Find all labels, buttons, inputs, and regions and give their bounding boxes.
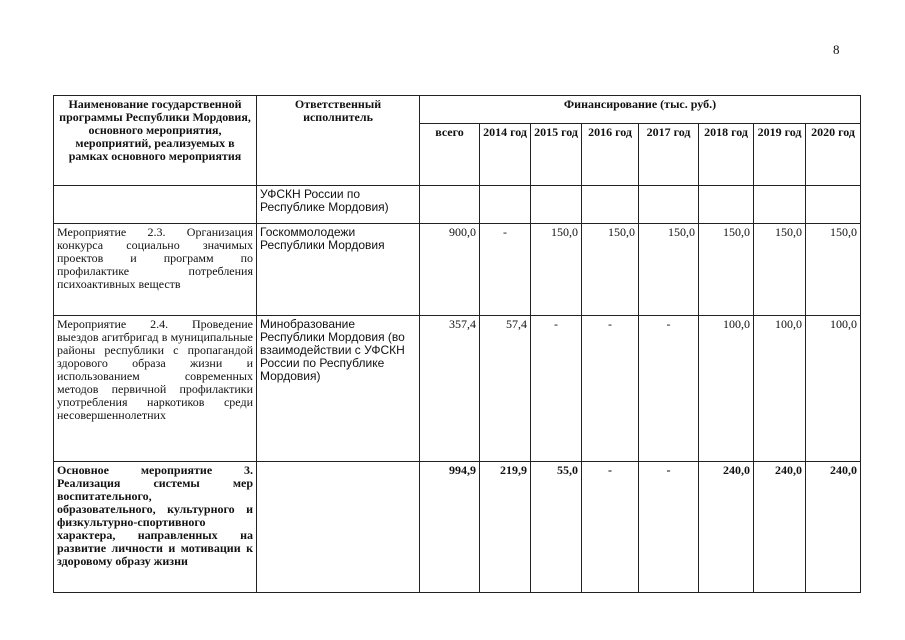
row-value: 150,0 xyxy=(754,224,806,316)
row-value: 240,0 xyxy=(754,462,806,593)
row-total: 900,0 xyxy=(420,224,480,316)
row-value: - xyxy=(639,316,699,462)
row-value xyxy=(806,186,861,224)
header-financing: Финансирование (тыс. руб.) xyxy=(420,96,861,124)
row-name xyxy=(54,186,257,224)
row-value xyxy=(582,186,639,224)
row-value xyxy=(531,186,582,224)
row-value: 100,0 xyxy=(754,316,806,462)
header-year: 2016 год xyxy=(582,124,639,186)
header-year: 2017 год xyxy=(639,124,699,186)
row-value: - xyxy=(582,462,639,593)
row-name: Основное мероприятие 3. Реализация системы мер воспитательного, образовательного, культурного и физкультурно-спортивного характера, направленных на развитие личности и мотивации к здоровому образу жизни xyxy=(54,462,257,593)
table-row xyxy=(54,224,861,316)
row-value: 100,0 xyxy=(806,316,861,462)
row-value: 57,4 xyxy=(480,316,531,462)
row-value xyxy=(754,186,806,224)
row-value: 240,0 xyxy=(806,462,861,593)
financing-table xyxy=(53,95,861,593)
row-value xyxy=(639,186,699,224)
header-year: 2020 год xyxy=(806,124,861,186)
row-value xyxy=(699,186,754,224)
row-executor: УФСКН России по Республике Мордовия) xyxy=(257,186,420,224)
row-value: - xyxy=(480,224,531,316)
row-value: 55,0 xyxy=(531,462,582,593)
row-executor: Госкоммолодежи Республики Мордовия xyxy=(257,224,420,316)
row-value: 150,0 xyxy=(699,224,754,316)
header-year: 2019 год xyxy=(754,124,806,186)
header-executor: Ответственный исполнитель xyxy=(257,96,420,186)
row-total: 994,9 xyxy=(420,462,480,593)
table-row xyxy=(54,462,861,593)
row-value: 240,0 xyxy=(699,462,754,593)
row-total: 357,4 xyxy=(420,316,480,462)
row-value: 100,0 xyxy=(699,316,754,462)
row-value: - xyxy=(531,316,582,462)
row-executor xyxy=(257,462,420,593)
row-value: 150,0 xyxy=(806,224,861,316)
row-value: 150,0 xyxy=(639,224,699,316)
row-value xyxy=(480,186,531,224)
page-number: 8 xyxy=(833,42,840,57)
header-total: всего xyxy=(420,124,480,186)
row-value: - xyxy=(639,462,699,593)
header-year: 2018 год xyxy=(699,124,754,186)
table-row xyxy=(54,186,861,224)
row-value: 150,0 xyxy=(582,224,639,316)
row-name: Мероприятие 2.3. Организация конкурса социально значимых проектов и программ по профилактике потребления психоактивных веществ xyxy=(54,224,257,316)
row-executor: Минобразование Республики Мордовия (во взаимодействии с УФСКН России по Республике Мордовия) xyxy=(257,316,420,462)
header-year: 2015 год xyxy=(531,124,582,186)
header-year: 2014 год xyxy=(480,124,531,186)
row-value: - xyxy=(582,316,639,462)
table-row xyxy=(54,316,861,462)
row-value: 150,0 xyxy=(531,224,582,316)
row-value: 219,9 xyxy=(480,462,531,593)
row-total xyxy=(420,186,480,224)
row-name: Мероприятие 2.4. Проведение выездов агитбригад в муниципальные районы республики с пропагандой здорового образа жизни и использованием современных методов первичной профилактики употребления наркотиков среди несовершеннолетних xyxy=(54,316,257,462)
header-name: Наименование государственной программы Республики Мордовия, основного мероприятия, мероприятий, реализуемых в рамках основного мероприятия xyxy=(54,96,257,186)
